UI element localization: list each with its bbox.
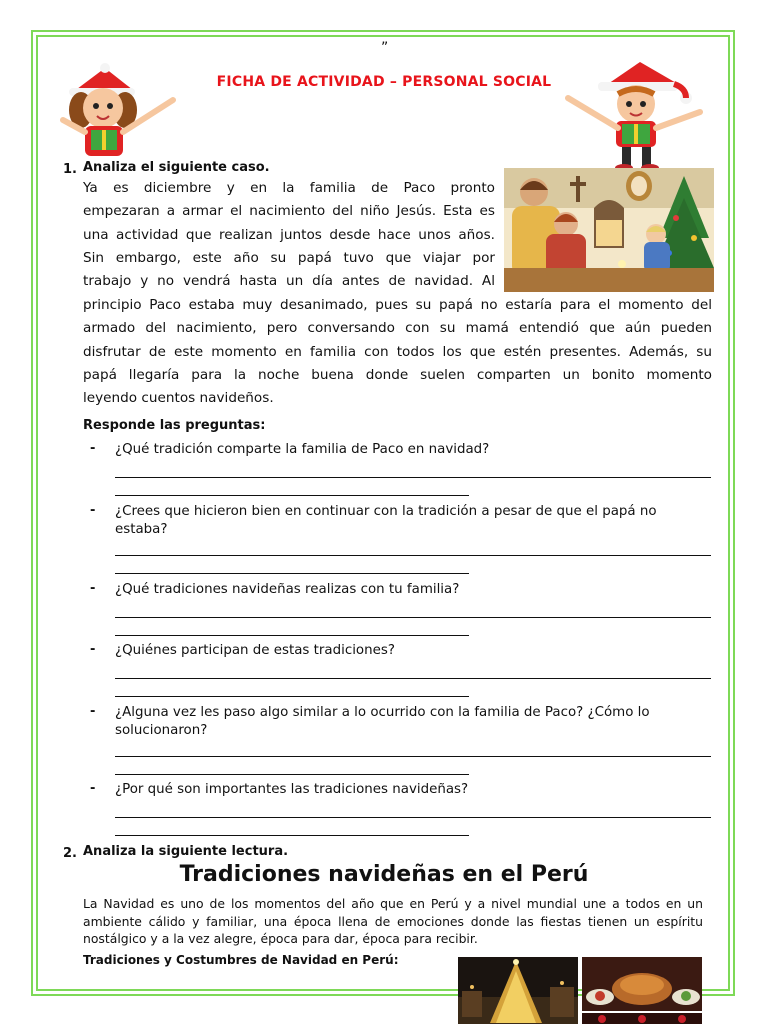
answer-line[interactable] — [115, 477, 711, 478]
bullet-dash: - — [90, 503, 96, 518]
story-line: disfrutar de este momento en familia con todos los que estén presentes. Además, su — [83, 343, 712, 360]
lecture-line: nostálgico y a la vez alegre, época para dar, época para recibir. — [83, 931, 478, 946]
answer-line[interactable] — [115, 495, 469, 496]
story-line: leyendo cuentos navideños. — [83, 390, 274, 407]
christmas-dinner-photo — [582, 957, 702, 1011]
story-line: principio Paco estaba muy desanimado, pues su papá no estaría para el momento del — [83, 297, 712, 313]
section-2-number: 2. — [63, 846, 77, 861]
bullet-dash: - — [90, 642, 96, 657]
answer-line[interactable] — [115, 678, 711, 679]
questions-heading: Responde las preguntas: — [83, 418, 266, 433]
story-line: trabajo y no vendrá hasta un día antes de navidad. Al — [83, 273, 495, 290]
bullet-dash: - — [90, 581, 96, 596]
answer-line[interactable] — [115, 835, 469, 836]
question-text: ¿Qué tradiciones navideñas realizas con tu familia? — [115, 582, 460, 597]
story-line: empezaran a armar el nacimiento del niño Jesús. Esta es — [83, 203, 495, 220]
answer-line[interactable] — [115, 617, 711, 618]
question-text: ¿Crees que hicieron bien en continuar con la tradición a pesar de que el papá no estaba? — [115, 504, 657, 537]
answer-line[interactable] — [115, 774, 469, 775]
page-title: FICHA DE ACTIVIDAD – PERSONAL SOCIAL — [216, 74, 552, 90]
answer-line[interactable] — [115, 573, 469, 574]
lecture-line: ambiente cálido y familiar, una época llena de emociones donde las fiestas tienen un espíritu — [83, 913, 703, 929]
story-line: papá llegaría para la noche buena donde suelen comparten un bonito momento — [83, 366, 712, 383]
christmas-tree-plaza-photo — [458, 957, 578, 1024]
lecture-line: La Navidad es uno de los momentos del año que en Perú y a nivel mundial une a todos en un — [83, 896, 703, 911]
bullet-dash: - — [90, 704, 96, 719]
family-nativity-photo — [504, 168, 714, 292]
quote-mark: ” — [381, 40, 389, 56]
question-text: ¿Qué tradición comparte la familia de Paco en navidad? — [115, 442, 490, 457]
section-1-number: 1. — [63, 162, 77, 177]
lecture-subheading: Tradiciones y Costumbres de Navidad en Perú: — [83, 953, 399, 967]
story-paragraph-full — [83, 294, 712, 410]
story-line: una actividad que realizan juntos desde hace unos años. — [83, 226, 495, 243]
question-text: ¿Por qué son importantes las tradiciones navideñas? — [115, 782, 469, 797]
answer-line[interactable] — [115, 555, 711, 556]
section-1-heading: Analiza el siguiente caso. — [83, 160, 270, 175]
story-paragraph-wrapped — [83, 177, 495, 293]
lecture-paragraph — [83, 895, 703, 948]
section-2-heading: Analiza la siguiente lectura. — [83, 844, 289, 859]
answer-line[interactable] — [115, 756, 711, 757]
question-text: ¿Quiénes participan de estas tradiciones? — [115, 643, 395, 658]
story-line: armado del nacimiento, pero conversando con su mamá entendió que aún pueden — [83, 320, 712, 337]
bullet-dash: - — [90, 781, 96, 796]
answer-line[interactable] — [115, 817, 711, 818]
answer-line[interactable] — [115, 635, 469, 636]
christmas-decoration-photo — [582, 1013, 702, 1024]
bullet-dash: - — [90, 441, 96, 456]
answer-line[interactable] — [115, 696, 469, 697]
story-line: Ya es diciembre y en la familia de Paco pronto — [83, 180, 495, 196]
question-text: ¿Alguna vez les paso algo similar a lo ocurrido con la familia de Paco? ¿Cómo lo solucionaron? — [115, 705, 650, 738]
lecture-title: Tradiciones navideñas en el Perú — [179, 862, 589, 887]
story-line: Sin embargo, este año su papá tuvo que viajar por — [83, 249, 495, 266]
